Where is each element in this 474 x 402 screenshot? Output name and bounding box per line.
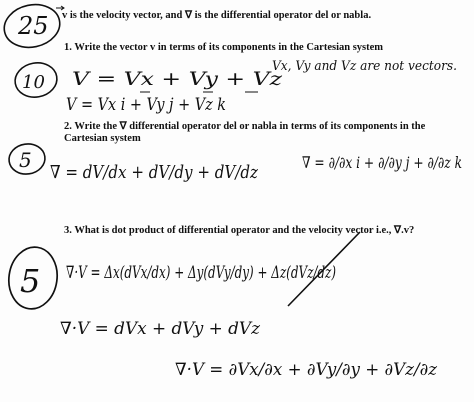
q3-student-line1: ∇·V = Δx(dVx/dx) + Δy(dVy/dy) + Δz(dVz/dz): [66, 263, 336, 283]
question-1-number: 1.: [64, 42, 72, 53]
question-2-line2: Cartesian system: [64, 133, 141, 144]
q1-answer-line2: V = Vx i + Vy j + Vz k: [66, 95, 226, 115]
q2-student-answer: ∇ = dV/dx + dV/dy + dV/dz: [50, 162, 259, 183]
q2-score: 5: [19, 148, 32, 172]
total-score: 25: [18, 12, 49, 40]
header-line: v is the velocity vector, and ∇ is the differential operator del or nabla.: [62, 10, 372, 21]
q3-score: 5: [20, 262, 41, 300]
q3-student-line2: ∇·V = dVx + dVy + dVz: [60, 319, 262, 339]
q1-score: 10: [22, 72, 45, 93]
q1-answer-line1: V = Vx + Vy + Vz: [72, 68, 284, 90]
q1-grader-note: Vx, Vy and Vz are not vectors.: [272, 59, 457, 74]
question-2-number: 2.: [64, 121, 72, 132]
question-3-text: What is dot product of differential operator and the velocity vector i.e., ∇.v?: [74, 225, 415, 236]
question-3-number: 3.: [64, 225, 72, 236]
question-1-text: Write the vector v in terms of its components in the Cartesian system: [74, 42, 384, 53]
question-2-text: Write the ∇ differential operator del or nabla in terms of its components in the: [74, 121, 426, 132]
header-vector-arrow: [56, 6, 64, 10]
q2-grader-correction: ∇ = ∂/∂x i + ∂/∂y j + ∂/∂z k: [302, 153, 462, 172]
q3-grader-correction: ∇·V = ∂Vx/∂x + ∂Vy/∂y + ∂Vz/∂z: [175, 360, 439, 380]
